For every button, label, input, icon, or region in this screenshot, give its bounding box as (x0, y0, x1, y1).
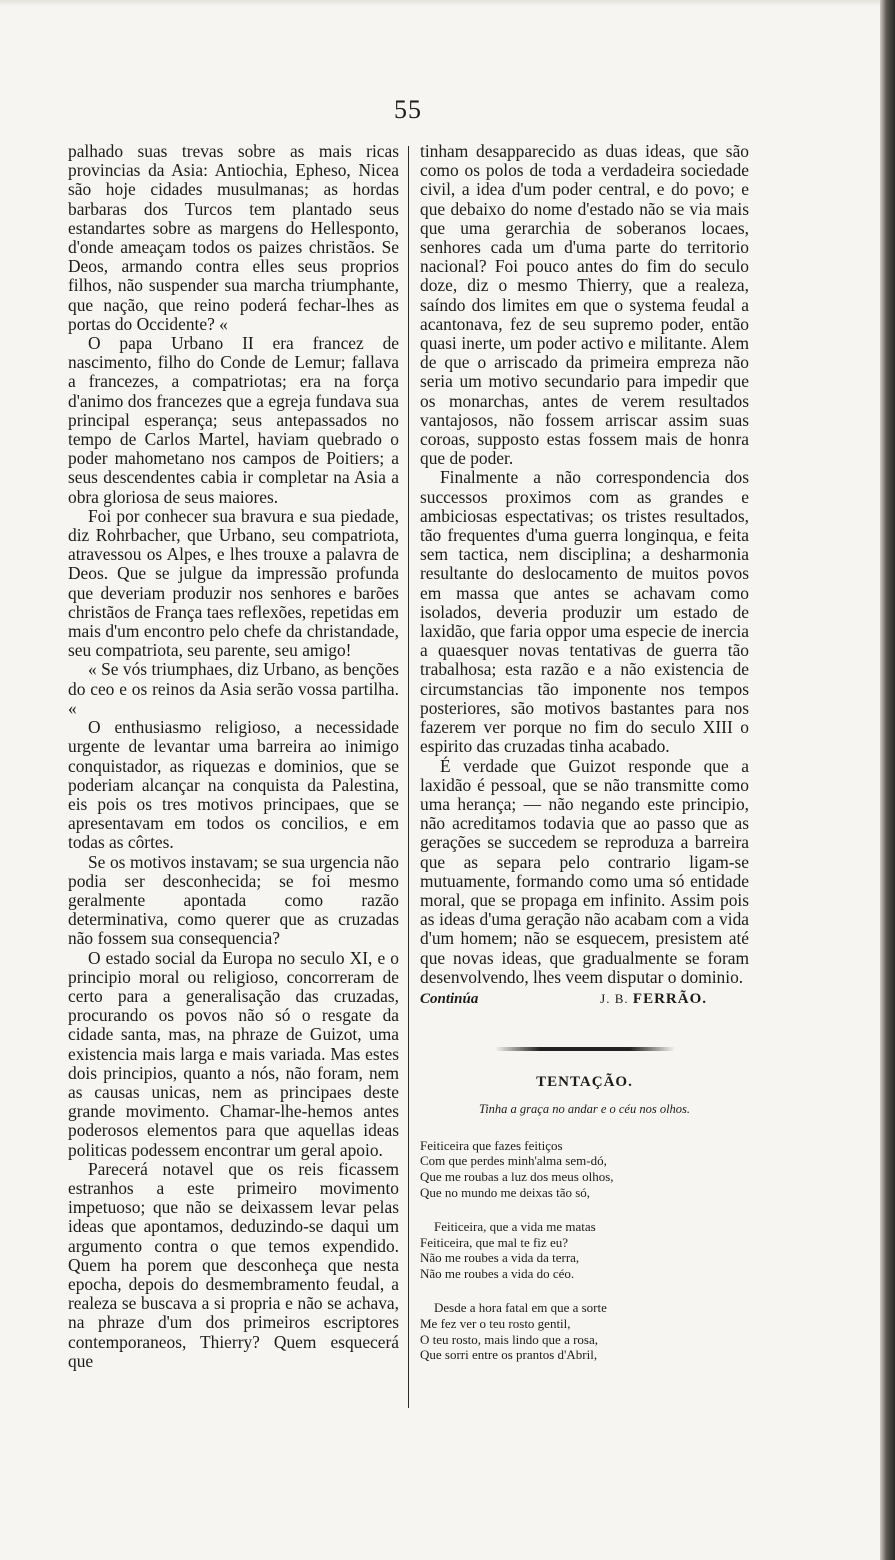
paragraph: Foi por conhecer sua bravura e sua piedade, diz Rohrbacher, que Urbano, seu compatriota, atravessou os Alpes, e lhes trouxe a palavra de Deos. Que se julgue da impressão profunda que deveriam produzir nos senhores e barões christãos de França taes reflexões, repetidas em mais d'um encontro pelo chefe da christandade, seu compatriota, seu parente, seu amigo! (68, 505, 399, 661)
paragraph: É verdade que Guizot responde que a laxidão é pessoal, que se não transmitte como uma herança; — não negando este principio, não acreditamos todavia que ao passo que as gerações se succedem se reproduza a barreira que as separa pelo contrario ligam-se mutuamente, formando como uma só entidade moral, que se propaga em infinito. Assim pois as ideas d'uma geração não acabam com a vida d'um homem; não se esquecem, presistem até que novas ideas, que gradualmente se foram desenvolvendo, lhes veem disputar o dominio. (420, 755, 749, 987)
paragraph: O enthusiasmo religioso, a necessidade urgente de levantar uma barreira ao inimigo conquistador, as riquezas e dominios, que se poderiam alcançar na conquista da Palestina, eis pois os tres motivos principaes, que se apresentavam em todos os concilios, e em todas as côrtes. (68, 717, 399, 853)
poem-line: Que sorri entre os prantos d'Abril, (420, 1347, 598, 1363)
signature-row (420, 989, 749, 1009)
paragraph: O papa Urbano II era francez de nascimento, filho do Conde de Lemur; fallava a francezes, a compatriotas; era na força d'animo dos francezes que a egreja fundava sua principal esperança; seus antepassados no tempo de Carlos Martel, haviam quebrado o poder mahometano nos campos de Poitiers; a seus descendentes cabia ir completar na Asia a obra gloriosa de seus maiores. (68, 333, 399, 507)
author-signature (600, 989, 749, 1009)
poem-line: Que no mundo me deixas tão só, (420, 1184, 591, 1200)
author-initials: J. B. (600, 990, 629, 1006)
book-spine-edge (880, 0, 895, 1560)
poem-stanza-3 (420, 1300, 749, 1363)
paragraph: palhado suas trevas sobre as mais ricas provincias da Asia: Antiochia, Epheso, Nicea são hoje cidades musulmanas; as hordas barbaras dos Turcos tem plantado seus estandartes sobre as margens do Hellesponto, d'onde ameaçam todos os paizes christãos. Se Deos, armando contra elles seus proprios filhos, não suspender sua marcha triumphante, que nação, que reino poderá fechar-lhes as portas do Occidente? « (68, 141, 399, 334)
poem-line: Não me roubes a vida da terra, (420, 1250, 580, 1266)
left-column (68, 142, 399, 1371)
paragraph: O estado social da Europa no seculo XI, e o principio moral ou religioso, concorreram de certo para a generalisação das cruzadas, procurando os povos não só o resgate da cidade santa, mas, na phraze de Guizot, uma existencia mais larga e mais variada. Mas estes dois principios, quanto a nós, não foram, nem as causas unicas, nem as principaes deste grande movimento. Chamar-lhe-hemos antes poderosos elementos para que aquellas ideas politicas podessem encontrar um geral apoio. (68, 947, 399, 1160)
paragraph: tinham desapparecido as duas ideas, que são como os polos de toda a verdadeira sociedade civil, a idea d'um poder central, e do povo; e que debaixo do nome d'estado não se via mais que uma gerarchia de soberanos locaes, senhores cada um d'uma parte do territorio nacional? Foi pouco antes do fim do seculo doze, diz o mesmo Thierry, que a realeza, saíndo dos limites em que o systema feudal a acantonava, fez de seu supremo poder, então quasi inerte, um poder activo e militante. Alem de que o arriscado da primeira empreza não seria um motivo secundario para impedir que os monarchas, antes de verem resultados vantajosos, não fossem arriscar assim suas coroas, supposto estas fossem mais de honra que de poder. (420, 141, 749, 469)
poem-line: Feiticeira, que mal te fiz eu? (420, 1234, 568, 1250)
right-column (420, 142, 749, 1363)
paragraph: Parecerá notavel que os reis ficassem estranhos a este primeiro movimento impetuoso; que não se deixassem levar pelas ideas que apontamos, deduzindo-se daqui um argumento contra o que temos expendido. Quem ha porem que desconheça que nesta epocha, depois do desmembramento feudal, a realeza se buscava a si propria e não se achava, na phraze d'um dos primeiros escriptores contemporaneos, Thierry? Quem esquecerá que (68, 1158, 399, 1371)
author-surname: FERRÃO. (632, 990, 707, 1007)
column-divider (408, 146, 409, 1408)
page-top-edge (0, 0, 880, 6)
section-rule (495, 1047, 675, 1051)
page-number: 55 (394, 95, 422, 124)
poem-line: Com que perdes minh'alma sem-dó, (420, 1153, 607, 1169)
continua-label: Continúa (420, 990, 479, 1007)
poem-epigraph: Tinha a graça no andar e o céu nos olhos. (478, 1102, 691, 1117)
poem-line: Desde a hora fatal em que a sorte (434, 1299, 607, 1315)
poem-line: Feiticeira que fazes feitiços (420, 1137, 563, 1153)
poem-line: Que me roubas a luz dos meus olhos, (420, 1169, 614, 1185)
poem-stanza-2 (420, 1219, 749, 1282)
poem-line: Me fez ver o teu rosto gentil, (420, 1315, 571, 1331)
paragraph: « Se vós triumphaes, diz Urbano, as benções do ceo e os reinos da Asia serão vossa partilha. « (68, 659, 399, 718)
poem-line: Feiticeira, que a vida me matas (434, 1218, 596, 1234)
poem-line: O teu rosto, mais lindo que a rosa, (420, 1331, 598, 1347)
paragraph: Se os motivos instavam; se sua urgencia não podia ser desconhecida; se foi mesmo geralmente apontada como razão determinativa, como querer que as cruzadas não fossem sua consequencia? (68, 851, 399, 949)
poem-line: Não me roubes a vida do céo. (420, 1266, 575, 1282)
paragraph: Finalmente a não correspondencia dos successos proximos com as grandes e ambiciosas espectativas; os tristes resultados, tão frequentes d'uma guerra longinqua, e feita sem tactica, nem disciplina; a desharmonia resultante do deslocamento de muitos povos em massa que antes se achavam como isolados, deveria produzir um estado de laxidão, que faria oppor uma especie de inercia a quaesquer novas tentativas de guerra tão trabalhosa; esta razão e a não existencia de circumstancias tão imponente nos tempos posteriores, são motivos bastantes para nos fazerem ver porque no fim do seculo XIII o espirito das cruzadas tinha acabado. (420, 467, 749, 757)
poem-stanza-1 (420, 1138, 749, 1201)
poem-title: TENTAÇÃO. (536, 1074, 633, 1091)
